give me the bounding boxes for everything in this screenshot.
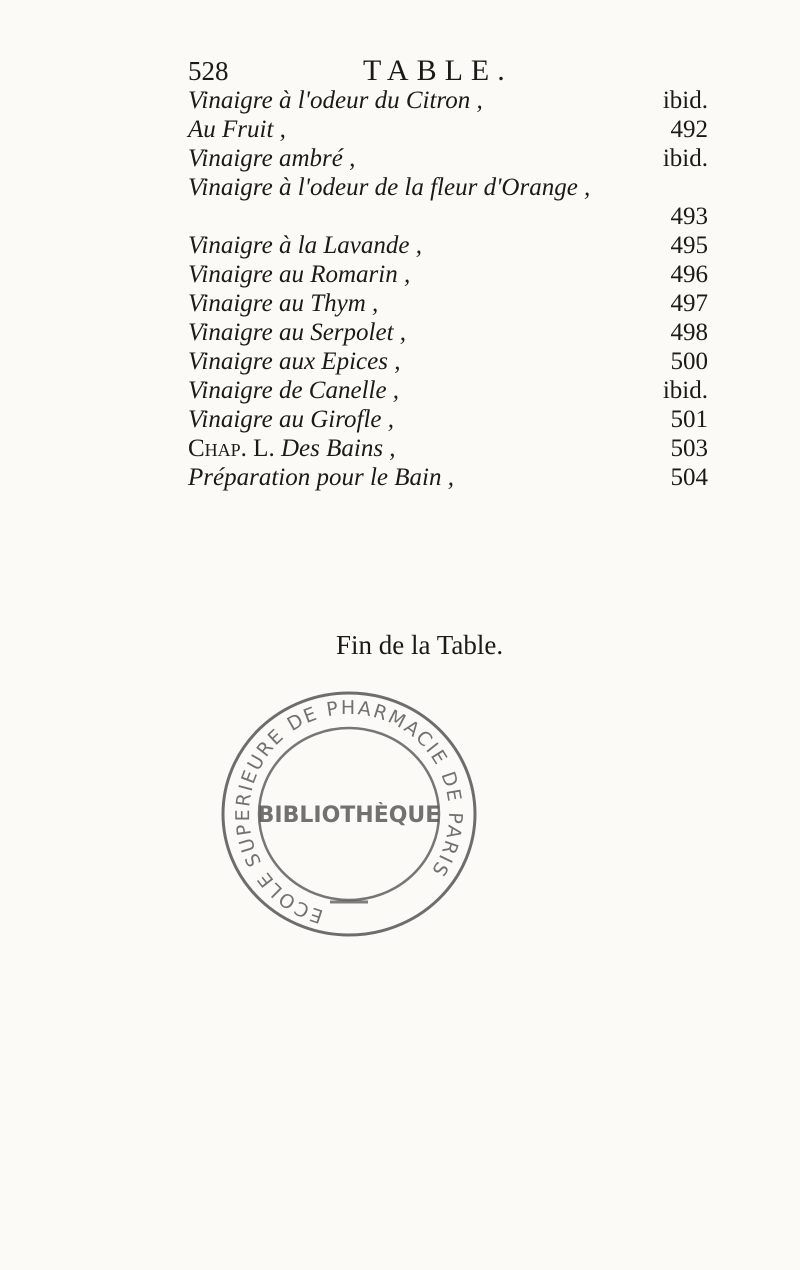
toc-entry-page: 501: [670, 406, 708, 433]
toc-entry-page: 492: [670, 116, 708, 143]
toc-entry-title: Vinaigre à l'odeur de la fleur d'Orange ,: [188, 174, 591, 201]
toc-entry: [188, 260, 708, 289]
toc-entry-page: ibid.: [662, 145, 708, 172]
toc-entry: [188, 318, 708, 347]
toc-entry-title: Préparation pour le Bain ,: [188, 464, 454, 491]
toc-entry-title: Vinaigre ambré ,: [188, 145, 356, 172]
toc-entry-title: Vinaigre de Canelle ,: [188, 377, 400, 404]
chapter-title: Des Bains ,: [280, 435, 396, 462]
page-number: 528: [188, 56, 229, 86]
running-title: TABLE.: [363, 54, 513, 87]
library-stamp: [218, 688, 480, 940]
toc-entry: [188, 173, 708, 231]
stamp-center-text: BIBLIOTHÈQUE: [257, 803, 441, 828]
chapter-label: Chap. L.: [188, 435, 275, 462]
toc-entry-title: Vinaigre aux Epices ,: [188, 348, 401, 375]
end-of-table-note: Fin de la Table.: [336, 630, 504, 660]
toc-entry-title: Vinaigre à la Lavande ,: [188, 232, 422, 259]
toc-entry-page: 495: [670, 232, 708, 259]
table-of-contents: [188, 86, 708, 492]
toc-entry: [188, 289, 708, 318]
toc-entry-page: 503: [670, 435, 708, 462]
library-stamp-graphic: [218, 688, 480, 940]
toc-entry-title: [188, 434, 396, 463]
toc-entry-page: ibid.: [662, 87, 708, 114]
toc-entry-page: ibid.: [662, 377, 708, 404]
toc-entry-title: Vinaigre à l'odeur du Citron ,: [188, 87, 483, 114]
toc-entry-page: 498: [670, 319, 708, 346]
toc-entry: [188, 231, 708, 260]
toc-entry: [188, 347, 708, 376]
toc-entry-page: 496: [670, 261, 708, 288]
toc-entry: [188, 115, 708, 144]
toc-entry: [188, 86, 708, 115]
toc-entry: [188, 434, 708, 463]
toc-entry: [188, 405, 708, 434]
toc-entry-title: Vinaigre au Serpolet ,: [188, 319, 407, 346]
toc-entry: [188, 376, 708, 405]
toc-entry-title: Vinaigre au Girofle ,: [188, 406, 394, 433]
toc-entry-page: 493: [670, 203, 708, 230]
toc-entry: [188, 144, 708, 173]
toc-entry-title: Vinaigre au Thym ,: [188, 290, 379, 317]
toc-entry-page: 504: [670, 464, 708, 491]
toc-entry-title: Vinaigre au Romarin ,: [188, 261, 411, 288]
toc-entry-page: 500: [670, 348, 708, 375]
toc-entry-title: Au Fruit ,: [188, 116, 286, 143]
toc-entry-page: 497: [670, 290, 708, 317]
stamp-ring-text: ECOLE SUPERIEURE DE PHARMACIE DE PARIS: [232, 696, 467, 928]
toc-entry: [188, 463, 708, 492]
